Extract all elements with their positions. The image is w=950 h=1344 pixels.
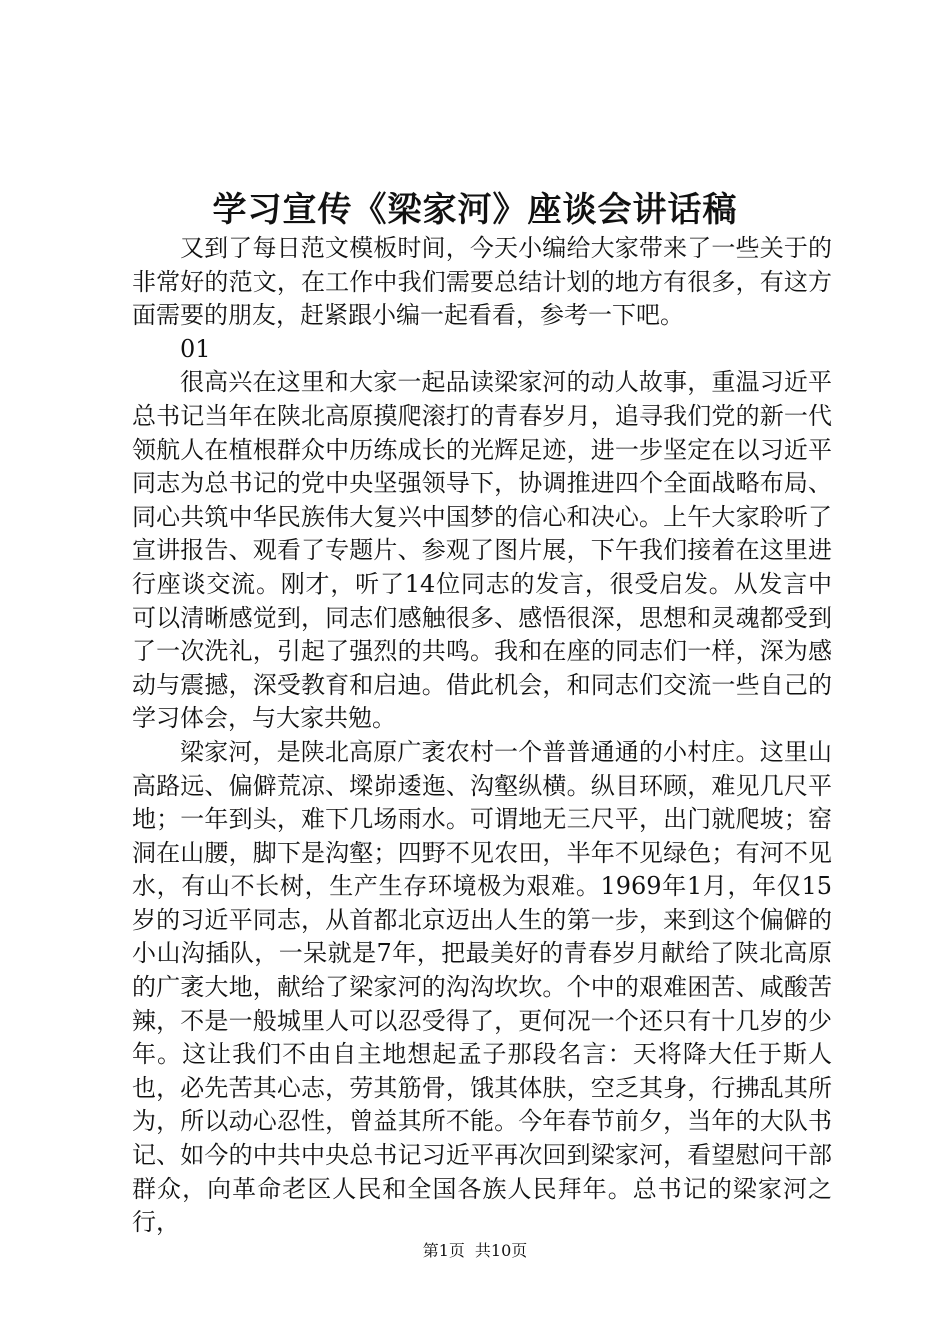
intro-paragraph: 又到了每日范文模板时间，今天小编给大家带来了一些关于的非常好的范文，在工作中我们需要总结计划的地方有很多，有这方面需要的朋友，赶紧跟小编一起看看，参考一下吧。 (132, 234, 832, 330)
document-title: 学习宣传《梁家河》座谈会讲话稿 (212, 190, 738, 230)
page-number: 第1页 (422, 1241, 465, 1260)
document-body (132, 232, 832, 1240)
page-footer (0, 1240, 950, 1262)
section-number: 01 (180, 334, 211, 363)
body-paragraph: 很高兴在这里和大家一起品读梁家河的动人故事，重温习近平总书记当年在陕北高原摸爬滚打的青春岁月，追寻我们党的新一代领航人在植根群众中历练成长的光辉足迹，进一步坚定在以习近平同志为总书记的党中央坚强领导下，协调推进四个全面战略布局、同心共筑中华民族伟大复兴中国梦的信心和决心。上午大家聆听了宣讲报告、观看了专题片、参观了图片展，下午我们接着在这里进行座谈交流。刚才，听了14位同志的发言，很受启发。从发言中可以清晰感觉到，同志们感触很多、感悟很深，思想和灵魂都受到了一次洗礼，引起了强烈的共鸣。我和在座的同志们一样，深为感动与震撼，深受教育和启迪。借此机会，和同志们交流一些自己的学习体会，与大家共勉。 (132, 368, 832, 733)
body-paragraph: 梁家河，是陕北高原广袤农村一个普普通通的小村庄。这里山高路远、偏僻荒凉、墚峁逶迤、沟壑纵横。纵目环顾，难见几尺平地；一年到头，难下几场雨水。可谓地无三尺平，出门就爬坡；窑洞在山腰，脚下是沟壑；四野不见农田，半年不见绿色；有河不见水，有山不长树，生产生存环境极为艰难。1969年1月，年仅15岁的习近平同志，从首都北京迈出人生的第一步，来到这个偏僻的小山沟插队，一呆就是7年，把最美好的青春岁月献给了陕北高原的广袤大地，献给了梁家河的沟沟坎坎。个中的艰难困苦、咸酸苦辣，不是一般城里人可以忍受得了，更何况一个还只有十几岁的少年。这让我们不由自主地想起孟子那段名言：天将降大任于斯人也，必先苦其心志，劳其筋骨，饿其体肤，空乏其身，行拂乱其所为，所以动心忍性，曾益其所不能。今年春节前夕，当年的大队书记、如今的中共中央总书记习近平再次回到梁家河，看望慰问干部群众，向革命老区人民和全国各族人民拜年。总书记的梁家河之行， (132, 737, 832, 1237)
page-total: 共10页 (474, 1241, 528, 1260)
